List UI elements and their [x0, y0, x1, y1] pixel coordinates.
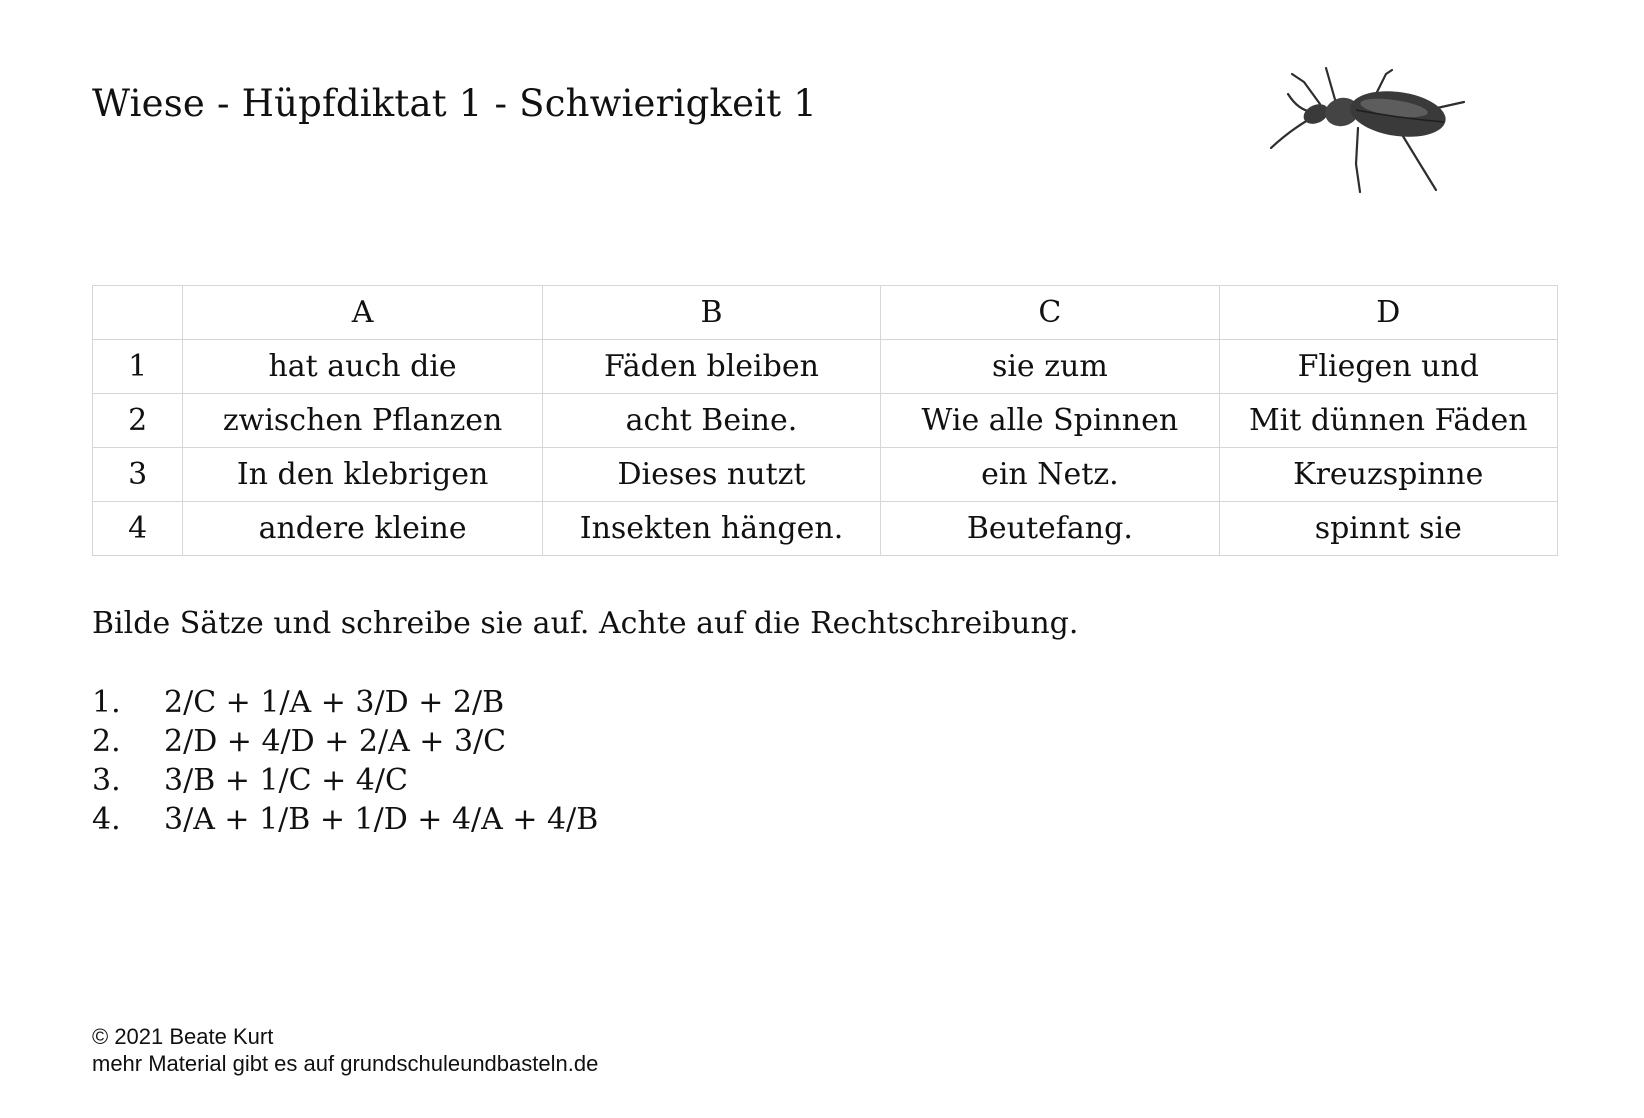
table-cell: Dieses nutzt: [542, 448, 880, 502]
task-number: 2.: [92, 724, 121, 759]
task-number: 1.: [92, 685, 121, 720]
task-number: 4.: [92, 802, 121, 837]
beetle-icon: [1268, 52, 1484, 202]
row-number: 4: [93, 502, 183, 556]
copyright-text: © 2021 Beate Kurt: [92, 1024, 274, 1049]
row-number: 1: [93, 340, 183, 394]
table-cell: spinnt sie: [1219, 502, 1557, 556]
table-cell: andere kleine: [183, 502, 542, 556]
table-row: [93, 340, 1558, 394]
table-cell: sie zum: [881, 340, 1219, 394]
column-header-a: A: [183, 286, 542, 340]
task-text: 2/D + 4/D + 2/A + 3/C: [164, 724, 507, 759]
table-cell: In den klebrigen: [183, 448, 542, 502]
task-text: 3/A + 1/B + 1/D + 4/A + 4/B: [164, 802, 599, 837]
table-header-row: [93, 286, 1558, 340]
column-header-c: C: [881, 286, 1219, 340]
table-cell: hat auch die: [183, 340, 542, 394]
table-cell: Wie alle Spinnen: [881, 394, 1219, 448]
table-cell: Fliegen und: [1219, 340, 1557, 394]
table-cell: Fäden bleiben: [542, 340, 880, 394]
word-grid-table: [92, 285, 1558, 556]
table-cell: Kreuzspinne: [1219, 448, 1557, 502]
list-item: [92, 683, 598, 722]
column-header-b: B: [542, 286, 880, 340]
footer: [92, 1023, 598, 1077]
list-item: [92, 761, 598, 800]
source-text: mehr Material gibt es auf grundschuleundbasteln.de: [92, 1051, 599, 1076]
corner-cell: [93, 286, 183, 340]
table-cell: zwischen Pflanzen: [183, 394, 542, 448]
column-header-d: D: [1219, 286, 1557, 340]
table-cell: Beutefang.: [881, 502, 1219, 556]
task-text: 2/C + 1/A + 3/D + 2/B: [164, 685, 505, 720]
row-number: 3: [93, 448, 183, 502]
instruction-text: Bilde Sätze und schreibe sie auf. Achte auf die Rechtschreibung.: [92, 606, 1079, 641]
table-cell: Mit dünnen Fäden: [1219, 394, 1557, 448]
task-number: 3.: [92, 763, 121, 798]
task-list: [92, 683, 598, 839]
table-row: [93, 502, 1558, 556]
list-item: [92, 800, 598, 839]
table-cell: Insekten hängen.: [542, 502, 880, 556]
table-cell: acht Beine.: [542, 394, 880, 448]
table-row: [93, 394, 1558, 448]
list-item: [92, 722, 598, 761]
table-row: [93, 448, 1558, 502]
task-text: 3/B + 1/C + 4/C: [164, 763, 408, 798]
page-title: Wiese - Hüpfdiktat 1 - Schwierigkeit 1: [92, 82, 817, 125]
row-number: 2: [93, 394, 183, 448]
table-cell: ein Netz.: [881, 448, 1219, 502]
